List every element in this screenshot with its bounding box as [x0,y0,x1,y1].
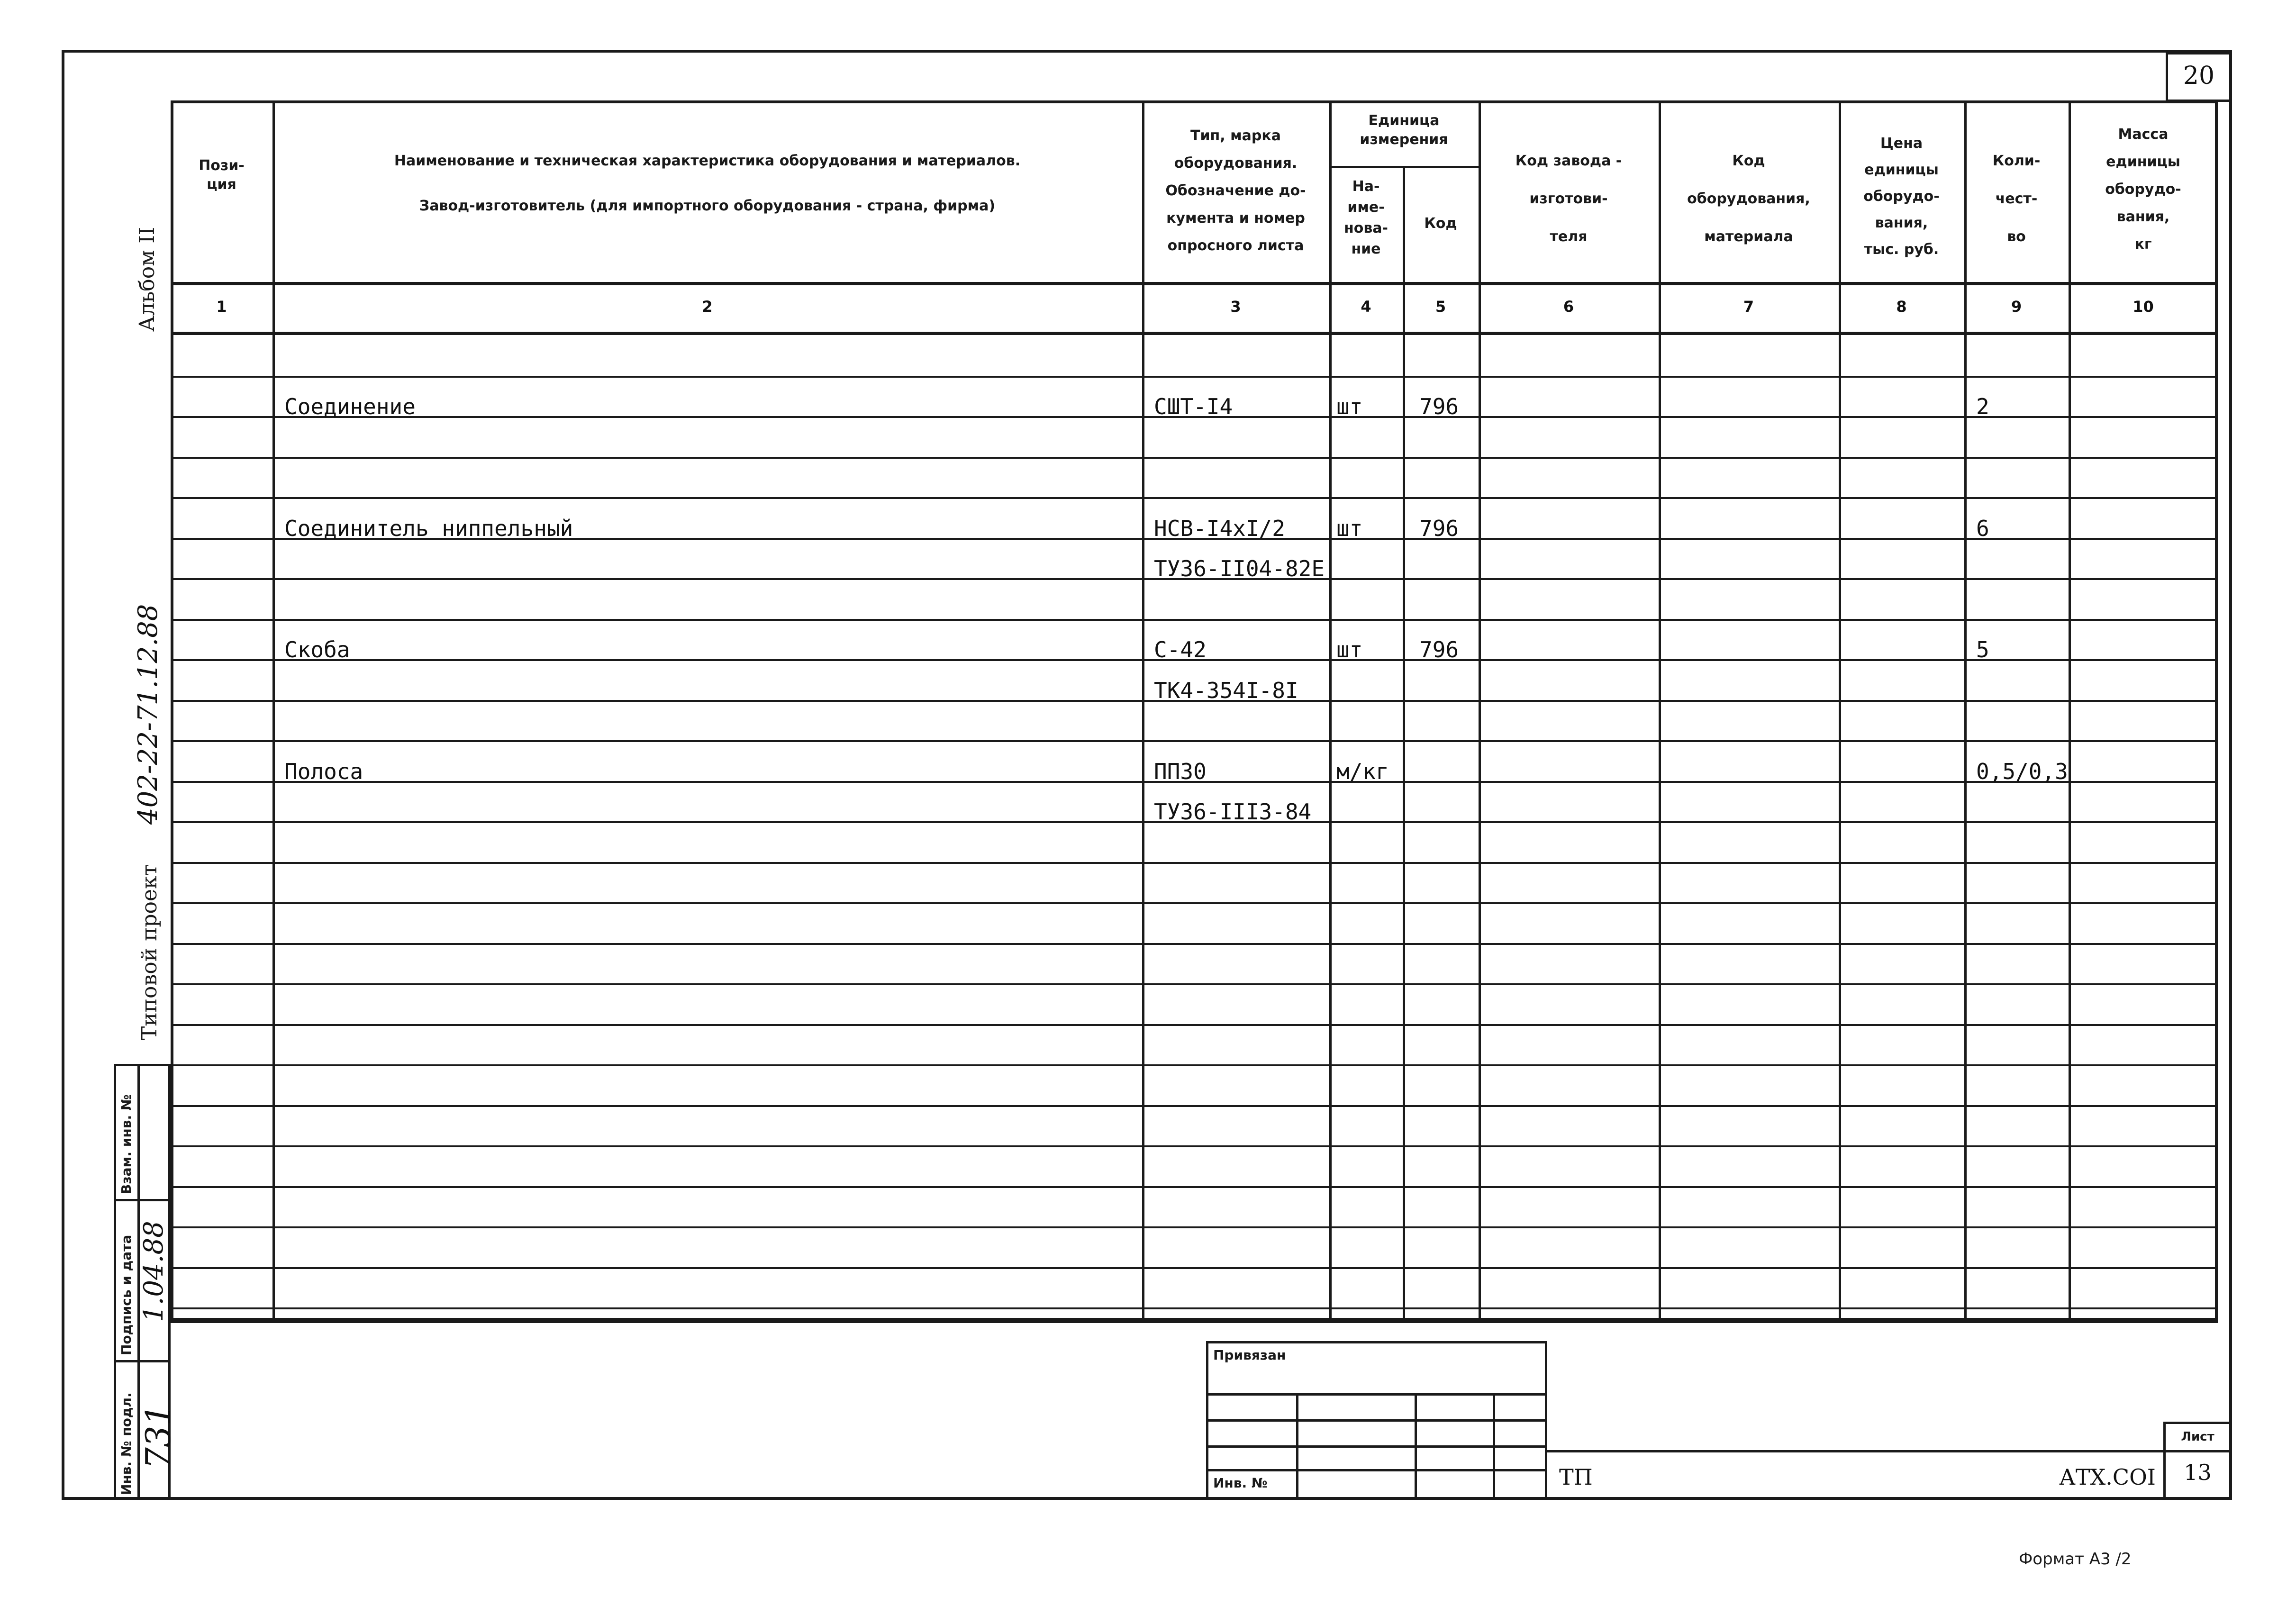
row-type: ТУ36-III3-84 [1154,799,1312,825]
row-name: Скоба [284,637,350,662]
col-header-name-a: Наименование и техническая характеристика оборудования и материалов. [394,153,1021,169]
row-line [171,862,2218,864]
row-line [171,1307,2218,1309]
row-code: 796 [1419,637,1459,662]
colnum-5: 5 [1435,298,1446,316]
colnum-6: 6 [1563,298,1574,316]
col-header-position: Пози- ция [199,157,245,193]
sheet-box-hline [2163,1450,2232,1452]
inv-label: Инв. № [1213,1475,1268,1491]
corner-number: 20 [2183,62,2215,90]
row-line [171,1105,2218,1107]
row-unit: шт [1336,394,1363,419]
row-type: НСВ-I4xI/2 [1154,516,1285,541]
row-name: Соединитель ниппельный [284,516,573,541]
col-header-unit-name: На- име- нова- ние [1343,178,1388,257]
colnum-10: 10 [2133,298,2154,316]
row-line [171,1024,2218,1026]
col-header-unit: Единица измерения [1360,112,1448,148]
row-qty: 5 [1976,637,1989,662]
header-bottom-line [171,282,2218,285]
linked-line-2 [1206,1419,1547,1422]
linked-vline-2 [1415,1393,1417,1500]
sign-date-value: 1.04.88 [138,1221,169,1322]
row-line [171,740,2218,742]
row-line [171,619,2218,621]
row-unit: м/кг [1336,759,1389,784]
typical-project-label: Типовой проект [137,864,162,1040]
project-code: 402-22-71.12.88 [133,604,163,825]
row-type: ТУ36-II04-82Е [1154,556,1325,581]
linked-vline-3 [1493,1393,1495,1500]
sign-date-label: Подпись и дата [118,1234,134,1355]
row-line [171,983,2218,985]
row-line [171,943,2218,945]
doc-code: АТХ.СОI [2059,1464,2156,1490]
colnum-2: 2 [702,298,713,316]
linked-line-3 [1206,1445,1547,1448]
row-line [171,457,2218,459]
linked-line-1 [1206,1393,1547,1396]
row-line [171,1226,2218,1228]
sheet-label: Лист [2181,1430,2214,1444]
format-label: Формат А3 /2 [2019,1550,2132,1569]
row-line [171,376,2218,378]
row-unit: шт [1336,516,1363,541]
col-header-plant-code: Код завода - изготови- теля [1515,153,1622,245]
colnum-9: 9 [2011,298,2022,316]
row-line [171,1145,2218,1147]
inv-no-label: Инв. № подл. [118,1392,134,1495]
sheet-number: 13 [2184,1460,2212,1485]
colnum-7: 7 [1743,298,1754,316]
row-code: 796 [1419,516,1459,541]
col-line-4 [1403,166,1405,1321]
linked-line-4 [1206,1469,1547,1471]
col-header-equipment-code: Код оборудования, материала [1687,153,1810,245]
col-header-name-b: Завод-изготовитель (для импортного оборудования - страна, фирма) [419,198,996,214]
tp-label: ТП [1559,1464,1593,1490]
colnum-8: 8 [1896,298,1907,316]
row-qty: 2 [1976,394,1989,419]
linked-vline-1 [1296,1393,1298,1500]
colnum-bottom-line [171,332,2218,335]
col-header-price: Цена единицы оборудо- вания, тыс. руб. [1863,135,1940,258]
row-name: Полоса [284,759,363,784]
inv-no-value: 731 [138,1404,178,1469]
col-header-mass: Масса единицы оборудо- вания, кг [2105,126,2181,253]
row-line [171,1267,2218,1269]
row-type: ТК4-354I-8I [1154,678,1298,703]
titleblock-top-line [171,1321,2218,1323]
row-line [171,902,2218,904]
row-line [171,497,2218,499]
col-header-quantity: Коли- чест- во [1992,153,2041,245]
unit-subheader-line [1329,166,1479,168]
titleblock-mid-line [1547,1450,2232,1452]
stamp-line-2 [114,1360,171,1362]
row-type: СШТ-I4 [1154,394,1233,419]
col-header-type: Тип, марка оборудования. Обозначение до- кумента и номер опросного листа [1165,127,1306,254]
row-qty: 0,5/0,3 [1976,759,2068,784]
replace-label: Взам. инв. № [118,1094,134,1194]
stamp-line-1 [114,1199,171,1201]
row-type: С-42 [1154,637,1207,662]
row-line [171,1064,2218,1066]
row-qty: 6 [1976,516,1989,541]
colnum-4: 4 [1361,298,1371,316]
colnum-1: 1 [216,298,227,316]
sheet-box-top [2163,1422,2232,1424]
linked-label: Привязан [1213,1347,1286,1363]
row-type: ПП30 [1154,759,1207,784]
row-code: 796 [1419,394,1459,419]
album-label: Альбом II [135,227,159,332]
col-header-unit-code: Код [1424,215,1457,232]
colnum-3: 3 [1230,298,1241,316]
row-unit: шт [1336,637,1363,662]
row-line [171,1186,2218,1188]
row-name: Соединение [284,394,416,419]
